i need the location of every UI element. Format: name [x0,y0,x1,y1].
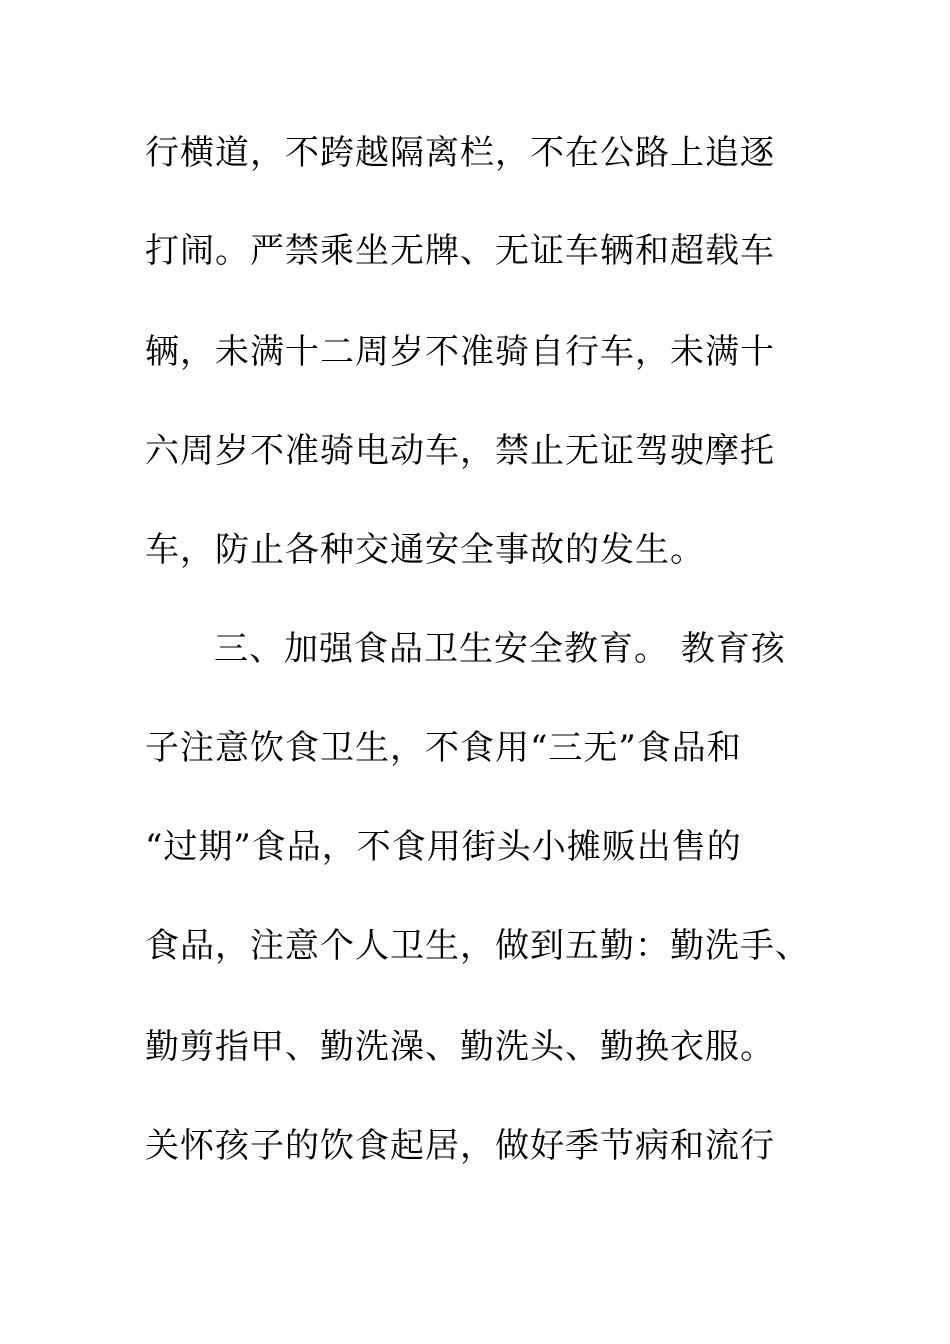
text-line: 辆，未满十二周岁不准骑自行车，未满十 [145,332,775,372]
text-line: 六周岁不准骑电动车，禁止无证驾驶摩托 [145,431,775,471]
text-line: 打闹。严禁乘坐无牌、无证车辆和超载车 [145,231,775,271]
text-line: 关怀孩子的饮食起居，做好季节病和流行 [145,1126,775,1166]
text-line: “过期”食品，不食用街头小摊贩出售的 [145,827,742,867]
text-line: 勤剪指甲、勤洗澡、勤洗头、勤换衣服。 [145,1027,775,1067]
section-heading-line: 三、加强食品卫生安全教育。 教育孩 [214,629,786,669]
text-line: 食品，注意个人卫生，做到五勤：勤洗手、 [145,926,810,966]
text-line: 子注意饮食卫生，不食用“三无”食品和 [145,728,742,768]
text-line: 行横道，不跨越隔离栏，不在公路上追逐 [145,133,775,173]
text-line: 车，防止各种交通安全事故的发生。 [145,530,705,570]
